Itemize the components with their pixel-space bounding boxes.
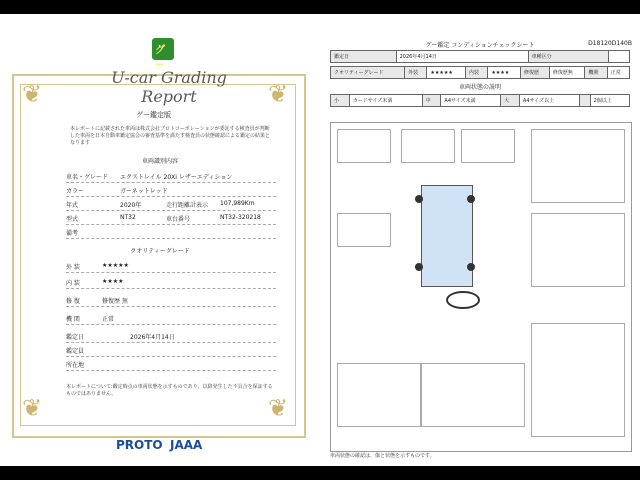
diagram-callout	[531, 213, 625, 287]
size-value: 2個以上	[590, 95, 629, 107]
wheel-icon	[467, 263, 475, 271]
car-top-view	[421, 185, 473, 287]
diagram-callout	[401, 129, 455, 163]
row-value: 107,989Km	[220, 200, 255, 207]
int-label: 内装	[466, 67, 488, 79]
report-title: U-car Grading Report	[111, 68, 227, 106]
inspector-row	[66, 344, 276, 357]
size-label	[579, 95, 590, 107]
wheel-icon	[467, 195, 475, 203]
quality-row	[66, 276, 276, 289]
date-label: 鑑定日	[331, 51, 397, 63]
row-label: 内 装	[66, 280, 80, 287]
row-label: 型式	[66, 216, 79, 223]
engine-label: 機関	[585, 67, 607, 79]
exterior-stars: ★★★★★	[102, 262, 129, 269]
vehicle-row	[66, 198, 276, 211]
owner-row	[66, 358, 276, 371]
condition-check-sheet	[320, 14, 640, 466]
quality-section-title: クオリティーグレード	[130, 248, 190, 255]
wheel-icon	[415, 195, 423, 203]
quality-row	[66, 294, 276, 307]
size-value: A4サイズ以上	[519, 95, 579, 107]
diagram-callout	[337, 213, 391, 247]
size-label: 中	[422, 95, 441, 107]
size-label: 小	[331, 95, 350, 107]
row-value: ガーネットレッド	[120, 188, 168, 195]
engine-value: 正常	[607, 67, 629, 79]
row-value: 2020年	[120, 202, 142, 209]
int-stars: ★★★★	[488, 67, 521, 79]
size-legend	[330, 94, 630, 107]
row-value: エクストレイル 20Xi レザーエディション	[120, 174, 233, 181]
header-table	[330, 50, 630, 63]
size-label: 大	[501, 95, 520, 107]
row-label: 車名・グレード	[66, 174, 109, 181]
sheet-id: D18120D140B	[588, 40, 632, 47]
vehicle-row	[66, 170, 276, 183]
vehicle-section-title: 車両識別内容	[141, 158, 178, 165]
row-label: 車台番号	[166, 216, 191, 223]
wheel-icon	[415, 263, 423, 271]
vehicle-diagram	[330, 122, 632, 452]
bottom-letterbox	[0, 466, 640, 480]
report-description: 本レポートに記載された車両は株式会社プロトコーポレーションが委託する検査員が判断した車両を日本自動車鑑定協会の審査基準を満たす検査員の状態確認による鑑定の結果となります	[70, 126, 271, 146]
diagram-callout	[531, 323, 625, 437]
row-label: 修 復	[66, 298, 80, 305]
report-page	[0, 14, 640, 466]
diagram-callout	[531, 129, 625, 203]
grade-label: クオリティーグレード	[331, 67, 405, 79]
repair-value: 修復歴無	[549, 67, 584, 79]
bottom-note: 車両状態の確認は、傷と状態を示すものです。	[330, 453, 435, 459]
engine-value: 正常	[102, 316, 115, 323]
corner-ornament-icon: ❦	[22, 80, 43, 108]
vehicle-row	[66, 226, 276, 239]
repair-label: 修復歴	[521, 67, 550, 79]
row-label: 機 関	[66, 316, 80, 323]
ext-label: 外装	[405, 67, 427, 79]
issue-date: 2026年4月14日	[130, 334, 175, 341]
row-label: 鑑定日	[66, 334, 85, 341]
row-label: 走行距離計表示	[166, 202, 209, 209]
interior-diagram	[421, 363, 525, 427]
diagram-callout	[337, 363, 421, 427]
number-value	[609, 51, 630, 63]
ext-stars: ★★★★★	[427, 67, 466, 79]
grade-table	[330, 66, 630, 79]
jaaa-logo: JAAA	[170, 438, 203, 452]
grading-report-panel	[0, 14, 320, 466]
issue-row	[66, 330, 276, 343]
top-letterbox	[0, 0, 640, 14]
diagram-callout	[337, 129, 391, 163]
date-value: 2026年4月14日	[396, 51, 528, 63]
quality-row	[66, 260, 276, 273]
row-label: カラー	[66, 188, 85, 195]
corner-ornament-icon: ❦	[268, 394, 289, 422]
number-label: 車種区分	[528, 51, 609, 63]
row-value: NT32-320218	[220, 214, 261, 221]
goo-logo	[152, 38, 174, 71]
row-label: 年式	[66, 202, 79, 209]
proto-logo: PROTO	[116, 438, 163, 452]
vehicle-row	[66, 184, 276, 197]
row-label: 外 装	[66, 264, 80, 271]
size-value: A4サイズ未満	[441, 95, 501, 107]
corner-ornament-icon: ❦	[268, 80, 289, 108]
corner-ornament-icon: ❦	[22, 394, 43, 422]
diagram-callout	[461, 129, 515, 163]
row-label: 備考	[66, 230, 79, 237]
interior-stars: ★★★★	[102, 278, 124, 285]
report-subtitle: グー鑑定版	[136, 111, 171, 119]
logo-text: グー	[155, 45, 165, 71]
report-notes: 本レポートについて:鑑定時点の車両状態を示すものであり、以降発生した不具合を保証するものではありません。	[66, 384, 273, 397]
row-value: NT32	[120, 214, 136, 221]
sheet-title: グー鑑定 コンディションチェックシート	[425, 42, 535, 49]
legend-title: 車両状態の説明	[458, 84, 501, 91]
row-label: 所在地	[66, 362, 85, 369]
row-label: 鑑定員	[66, 348, 85, 355]
size-value: カードサイズ未満	[349, 95, 422, 107]
vehicle-row	[66, 212, 276, 225]
steering-wheel-icon	[446, 291, 480, 309]
repair-value: 修復歴 無	[102, 298, 128, 305]
quality-row	[66, 312, 276, 325]
